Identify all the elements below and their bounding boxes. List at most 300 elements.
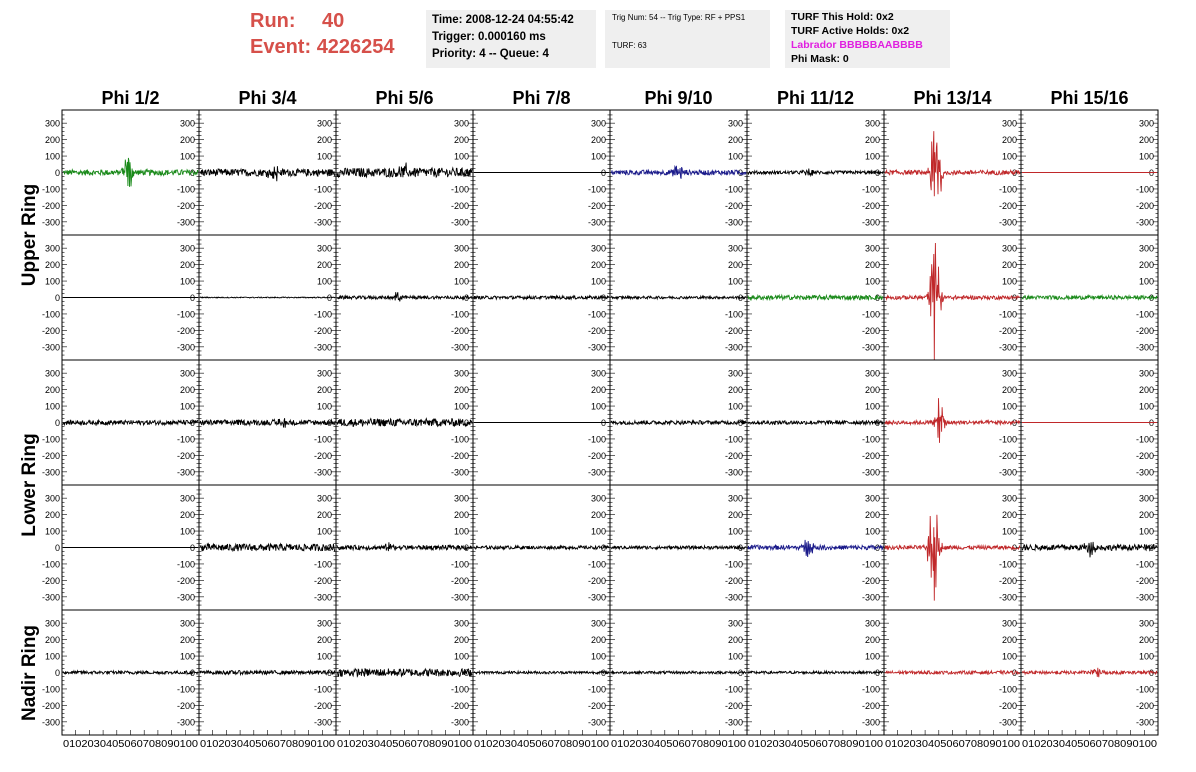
y-tick-label: -300: [176, 217, 195, 228]
waveform-trace: [748, 540, 883, 557]
y-tick-label: -200: [998, 325, 1017, 336]
waveform-trace: [885, 671, 1020, 674]
y-tick-label: 200: [590, 260, 606, 271]
y-tick-label: -300: [450, 467, 469, 478]
y-tick-label: -300: [861, 217, 880, 228]
turf-hold-text: TURF This Hold: 0x2: [791, 11, 894, 23]
labrador-text: Labrador BBBBBAABBBB: [791, 39, 923, 51]
y-tick-label: -100: [450, 434, 469, 445]
x-tick-label: 0102030405060708090100: [748, 739, 884, 750]
y-tick-label: -100: [587, 559, 606, 570]
y-tick-label: 100: [590, 276, 606, 287]
y-tick-label: 0: [54, 418, 60, 428]
waveform-trace: [1022, 296, 1157, 300]
y-tick-label: 0: [1011, 543, 1017, 553]
y-tick-label: -100: [861, 559, 880, 570]
y-tick-label: 200: [453, 385, 469, 396]
y-tick-label: -300: [1135, 717, 1154, 728]
y-tick-label: 0: [54, 668, 60, 678]
y-tick-label: 300: [44, 368, 60, 379]
y-tick-label: 100: [44, 276, 60, 287]
y-tick-label: 200: [864, 635, 880, 646]
y-tick-label: 200: [1001, 510, 1017, 521]
y-tick-label: 300: [1001, 368, 1017, 379]
y-tick-label: -200: [313, 200, 332, 211]
waveform-trace: [748, 295, 883, 300]
y-tick-label: -200: [313, 325, 332, 336]
y-tick-label: 300: [1138, 618, 1154, 629]
y-tick-label: -300: [41, 467, 60, 478]
y-tick-label: 0: [189, 168, 195, 178]
y-tick-label: 300: [1001, 243, 1017, 254]
y-tick-label: 0: [737, 543, 743, 553]
y-tick-label: -100: [1135, 309, 1154, 320]
y-tick-label: -200: [861, 575, 880, 586]
y-tick-label: 100: [590, 401, 606, 412]
y-tick-label: -100: [450, 184, 469, 195]
y-tick-label: 300: [1138, 493, 1154, 504]
x-tick-label: 0102030405060708090100: [885, 739, 1021, 750]
y-tick-label: 100: [179, 151, 195, 162]
y-tick-label: -300: [450, 342, 469, 353]
y-tick-label: -200: [998, 575, 1017, 586]
y-tick-label: 300: [453, 243, 469, 254]
y-tick-label: 300: [727, 618, 743, 629]
y-tick-label: 200: [864, 135, 880, 146]
y-tick-label: -100: [724, 434, 743, 445]
y-tick-label: 100: [453, 526, 469, 537]
y-tick-label: 300: [1001, 118, 1017, 129]
y-tick-label: -200: [41, 450, 60, 461]
y-tick-label: 0: [326, 668, 332, 678]
y-tick-label: -300: [1135, 217, 1154, 228]
y-tick-label: -300: [1135, 342, 1154, 353]
y-tick-label: -200: [1135, 200, 1154, 211]
y-tick-label: -200: [861, 700, 880, 711]
y-tick-label: 300: [44, 118, 60, 129]
y-tick-label: 100: [316, 151, 332, 162]
y-tick-label: 100: [1138, 151, 1154, 162]
y-tick-label: -200: [176, 200, 195, 211]
waveform-trace: [748, 169, 883, 176]
y-tick-label: 200: [316, 510, 332, 521]
y-tick-label: 200: [453, 135, 469, 146]
y-tick-label: 200: [590, 635, 606, 646]
y-tick-label: -100: [313, 309, 332, 320]
column-title: Phi 15/16: [1050, 88, 1129, 108]
column-title: Phi 3/4: [238, 88, 297, 108]
turf-active-text: TURF Active Holds: 0x2: [791, 25, 910, 37]
y-tick-label: 100: [727, 651, 743, 662]
y-tick-label: -200: [587, 575, 606, 586]
y-tick-label: 200: [453, 510, 469, 521]
y-tick-label: 100: [727, 276, 743, 287]
y-tick-label: 300: [44, 493, 60, 504]
y-tick-label: 0: [1011, 293, 1017, 303]
y-tick-label: -200: [176, 575, 195, 586]
y-tick-label: 200: [1138, 635, 1154, 646]
y-tick-label: -100: [450, 309, 469, 320]
y-tick-label: -200: [41, 200, 60, 211]
y-tick-label: -200: [1135, 325, 1154, 336]
y-tick-label: -100: [176, 309, 195, 320]
y-tick-label: 100: [316, 401, 332, 412]
x-tick-label: 0102030405060708090100: [474, 739, 610, 750]
y-tick-label: 0: [54, 168, 60, 178]
y-tick-label: -300: [587, 717, 606, 728]
y-tick-label: 300: [727, 118, 743, 129]
y-tick-label: 200: [44, 135, 60, 146]
y-tick-label: -300: [724, 342, 743, 353]
y-tick-label: 200: [727, 260, 743, 271]
y-tick-label: -100: [724, 309, 743, 320]
y-tick-label: 0: [1148, 168, 1154, 178]
waveform-trace: [337, 669, 472, 677]
y-tick-label: 300: [727, 493, 743, 504]
y-tick-label: 0: [874, 668, 880, 678]
y-tick-label: 0: [189, 668, 195, 678]
y-tick-label: -200: [41, 700, 60, 711]
column-title: Phi 1/2: [101, 88, 160, 108]
y-tick-label: -300: [998, 342, 1017, 353]
waveform-trace: [337, 419, 472, 427]
y-tick-label: 100: [1001, 276, 1017, 287]
y-tick-label: 100: [727, 526, 743, 537]
y-tick-label: 100: [590, 651, 606, 662]
y-tick-label: 0: [737, 418, 743, 428]
y-tick-label: 0: [737, 668, 743, 678]
y-tick-label: -300: [41, 217, 60, 228]
y-tick-label: 100: [1138, 276, 1154, 287]
y-tick-label: 300: [316, 368, 332, 379]
y-tick-label: -300: [998, 592, 1017, 603]
waveform-trace: [748, 421, 883, 425]
waveform-trace: [200, 544, 335, 551]
y-tick-label: -200: [1135, 575, 1154, 586]
y-tick-label: 100: [44, 526, 60, 537]
y-tick-label: -200: [724, 700, 743, 711]
row-title: Lower Ring: [19, 433, 40, 537]
y-tick-label: -300: [176, 717, 195, 728]
y-tick-label: 200: [1138, 260, 1154, 271]
y-tick-label: 200: [864, 260, 880, 271]
column-title: Phi 11/12: [776, 88, 855, 108]
y-tick-label: 0: [463, 418, 469, 428]
y-tick-label: -200: [861, 450, 880, 461]
waveform-trace: [337, 163, 472, 178]
waveform-trace: [1022, 542, 1157, 557]
y-tick-label: -200: [313, 450, 332, 461]
y-tick-label: 0: [326, 168, 332, 178]
y-tick-label: -100: [176, 184, 195, 195]
y-tick-label: 0: [463, 293, 469, 303]
y-tick-label: 200: [316, 385, 332, 396]
y-tick-label: 100: [590, 151, 606, 162]
waveform-trace: [611, 546, 746, 549]
y-tick-label: 100: [316, 526, 332, 537]
y-tick-label: -300: [861, 467, 880, 478]
waveform-trace: [63, 158, 198, 187]
y-tick-label: 200: [1138, 385, 1154, 396]
y-tick-label: -100: [998, 434, 1017, 445]
row-title: Upper Ring: [19, 183, 40, 287]
y-tick-label: -100: [998, 684, 1017, 695]
waveform-trace: [748, 671, 883, 674]
x-tick-label: 0102030405060708090100: [611, 739, 747, 750]
y-tick-label: -200: [176, 450, 195, 461]
y-tick-label: 300: [179, 618, 195, 629]
y-tick-label: 200: [179, 135, 195, 146]
y-tick-label: -300: [861, 342, 880, 353]
y-tick-label: -100: [861, 434, 880, 445]
y-tick-label: 100: [1001, 526, 1017, 537]
y-tick-label: -300: [450, 717, 469, 728]
y-tick-label: 100: [864, 151, 880, 162]
y-tick-label: 200: [727, 635, 743, 646]
y-tick-label: -300: [724, 592, 743, 603]
y-tick-label: -300: [176, 592, 195, 603]
y-tick-label: -100: [313, 434, 332, 445]
y-tick-label: -200: [450, 450, 469, 461]
y-tick-label: 300: [179, 368, 195, 379]
y-tick-label: -100: [998, 184, 1017, 195]
y-tick-label: 200: [316, 135, 332, 146]
priority-text: Priority: 4 -- Queue: 4: [432, 48, 549, 60]
y-tick-label: 100: [316, 276, 332, 287]
x-tick-label: 0102030405060708090100: [200, 739, 336, 750]
y-tick-label: 200: [316, 260, 332, 271]
y-tick-label: -300: [176, 342, 195, 353]
column-title: Phi 9/10: [644, 88, 713, 108]
x-tick-label: 0102030405060708090100: [63, 739, 199, 750]
y-tick-label: 200: [44, 635, 60, 646]
y-tick-label: 0: [54, 543, 60, 553]
y-tick-label: -300: [587, 217, 606, 228]
y-tick-label: -200: [450, 325, 469, 336]
y-tick-label: 200: [727, 135, 743, 146]
y-tick-label: 300: [1138, 368, 1154, 379]
y-tick-label: 200: [727, 385, 743, 396]
y-tick-label: 200: [44, 260, 60, 271]
y-tick-label: -200: [1135, 700, 1154, 711]
y-tick-label: 100: [727, 151, 743, 162]
y-tick-label: 0: [1148, 668, 1154, 678]
waveform-trace: [200, 418, 335, 428]
y-tick-label: 0: [326, 418, 332, 428]
y-tick-label: -100: [724, 684, 743, 695]
y-tick-label: -100: [313, 184, 332, 195]
y-tick-label: 100: [1138, 651, 1154, 662]
waveform-trace: [337, 542, 472, 551]
y-tick-label: 0: [600, 668, 606, 678]
y-tick-label: -100: [587, 184, 606, 195]
y-tick-label: 0: [189, 543, 195, 553]
y-tick-label: 100: [316, 651, 332, 662]
y-tick-label: -100: [998, 309, 1017, 320]
y-tick-label: 100: [864, 526, 880, 537]
y-tick-label: 100: [864, 651, 880, 662]
y-tick-label: -300: [724, 467, 743, 478]
y-tick-label: 200: [864, 385, 880, 396]
y-tick-label: 0: [1148, 293, 1154, 303]
y-tick-label: -100: [313, 559, 332, 570]
y-tick-label: 200: [44, 510, 60, 521]
y-tick-label: 200: [1001, 260, 1017, 271]
y-tick-label: 100: [727, 401, 743, 412]
y-tick-label: 100: [179, 526, 195, 537]
y-tick-label: -100: [41, 434, 60, 445]
y-tick-label: -100: [41, 184, 60, 195]
y-tick-label: -200: [450, 700, 469, 711]
y-tick-label: 100: [1138, 401, 1154, 412]
y-tick-label: -100: [1135, 684, 1154, 695]
y-tick-label: -300: [176, 467, 195, 478]
y-tick-label: 100: [44, 651, 60, 662]
y-tick-label: 0: [1011, 668, 1017, 678]
y-tick-label: 0: [600, 418, 606, 428]
y-tick-label: 0: [737, 293, 743, 303]
y-tick-label: -300: [1135, 467, 1154, 478]
y-tick-label: -300: [450, 217, 469, 228]
y-tick-label: -300: [41, 592, 60, 603]
y-tick-label: 0: [1011, 418, 1017, 428]
y-tick-label: -300: [450, 592, 469, 603]
y-tick-label: 200: [1138, 135, 1154, 146]
y-tick-label: -200: [450, 575, 469, 586]
y-tick-label: -200: [724, 200, 743, 211]
y-tick-label: -300: [313, 342, 332, 353]
waveform-trace: [337, 292, 472, 301]
y-tick-label: 100: [179, 651, 195, 662]
waveform-trace: [200, 297, 335, 298]
y-tick-label: -200: [450, 200, 469, 211]
y-tick-label: -300: [998, 467, 1017, 478]
y-tick-label: -200: [1135, 450, 1154, 461]
waveform-trace: [63, 420, 198, 425]
y-tick-label: -200: [41, 325, 60, 336]
y-tick-label: 200: [453, 260, 469, 271]
y-tick-label: 100: [179, 276, 195, 287]
y-tick-label: -100: [1135, 559, 1154, 570]
y-tick-label: 0: [1148, 418, 1154, 428]
y-tick-label: 300: [316, 118, 332, 129]
y-tick-label: -100: [450, 684, 469, 695]
y-tick-label: -200: [861, 200, 880, 211]
y-tick-label: 300: [864, 493, 880, 504]
y-tick-label: 100: [1001, 151, 1017, 162]
y-tick-label: 300: [864, 618, 880, 629]
y-tick-label: -300: [861, 717, 880, 728]
y-tick-label: 300: [864, 118, 880, 129]
y-tick-label: -100: [1135, 434, 1154, 445]
y-tick-label: 100: [1001, 401, 1017, 412]
y-tick-label: -300: [1135, 592, 1154, 603]
y-tick-label: -200: [587, 200, 606, 211]
y-tick-label: 300: [864, 243, 880, 254]
y-tick-label: 200: [179, 635, 195, 646]
y-tick-label: 300: [1138, 118, 1154, 129]
y-tick-label: 0: [600, 168, 606, 178]
y-tick-label: -300: [587, 467, 606, 478]
y-tick-label: -200: [587, 450, 606, 461]
y-tick-label: 300: [864, 368, 880, 379]
y-tick-label: 0: [874, 543, 880, 553]
y-tick-label: 200: [1001, 135, 1017, 146]
y-tick-label: 300: [590, 493, 606, 504]
y-tick-label: 100: [44, 401, 60, 412]
y-tick-label: 200: [864, 510, 880, 521]
y-tick-label: -100: [724, 184, 743, 195]
y-tick-label: -200: [176, 325, 195, 336]
waveform-trace: [611, 296, 746, 299]
y-tick-label: 100: [44, 151, 60, 162]
row-title: Nadir Ring: [19, 624, 40, 721]
y-tick-label: 300: [44, 243, 60, 254]
y-tick-label: -200: [313, 700, 332, 711]
y-tick-label: 0: [189, 418, 195, 428]
y-tick-label: 0: [1148, 543, 1154, 553]
waveform-trace: [200, 671, 335, 675]
waveform-trace: [200, 166, 335, 181]
column-title: Phi 5/6: [375, 88, 434, 108]
y-tick-label: -100: [1135, 184, 1154, 195]
y-tick-label: 0: [326, 293, 332, 303]
y-tick-label: 0: [874, 293, 880, 303]
y-tick-label: 100: [864, 276, 880, 287]
x-tick-label: 0102030405060708090100: [337, 739, 473, 750]
waveform-trace: [611, 421, 746, 425]
y-tick-label: 200: [179, 510, 195, 521]
waveform-trace: [885, 515, 1020, 601]
y-tick-label: 300: [1138, 243, 1154, 254]
y-tick-label: 100: [1138, 526, 1154, 537]
y-tick-label: 200: [590, 135, 606, 146]
y-tick-label: 0: [874, 168, 880, 178]
waveform-trace: [474, 296, 609, 299]
y-tick-label: -100: [861, 309, 880, 320]
y-tick-label: -100: [41, 684, 60, 695]
y-tick-label: -200: [998, 700, 1017, 711]
waveform-trace: [1022, 668, 1157, 677]
y-tick-label: -300: [861, 592, 880, 603]
y-tick-label: 300: [316, 618, 332, 629]
waveform-trace: [474, 546, 609, 549]
y-tick-label: 0: [600, 543, 606, 553]
y-tick-label: -300: [313, 717, 332, 728]
y-tick-label: -200: [998, 450, 1017, 461]
y-tick-label: 300: [453, 618, 469, 629]
y-tick-label: -100: [176, 684, 195, 695]
y-tick-label: -200: [313, 575, 332, 586]
y-tick-label: -200: [587, 325, 606, 336]
time-text: Time: 2008-12-24 04:55:42: [432, 14, 574, 26]
y-tick-label: 200: [1001, 635, 1017, 646]
y-tick-label: 300: [179, 118, 195, 129]
y-tick-label: -300: [587, 592, 606, 603]
y-tick-label: 200: [44, 385, 60, 396]
y-tick-label: -300: [313, 592, 332, 603]
y-tick-label: 100: [179, 401, 195, 412]
y-tick-label: 0: [189, 293, 195, 303]
y-tick-label: -100: [861, 184, 880, 195]
y-tick-label: -100: [41, 559, 60, 570]
y-tick-label: 0: [463, 543, 469, 553]
trigger-text: Trigger: 0.000160 ms: [432, 31, 546, 43]
y-tick-label: 200: [453, 635, 469, 646]
y-tick-label: -300: [313, 467, 332, 478]
y-tick-label: 0: [326, 543, 332, 553]
y-tick-label: 200: [316, 635, 332, 646]
